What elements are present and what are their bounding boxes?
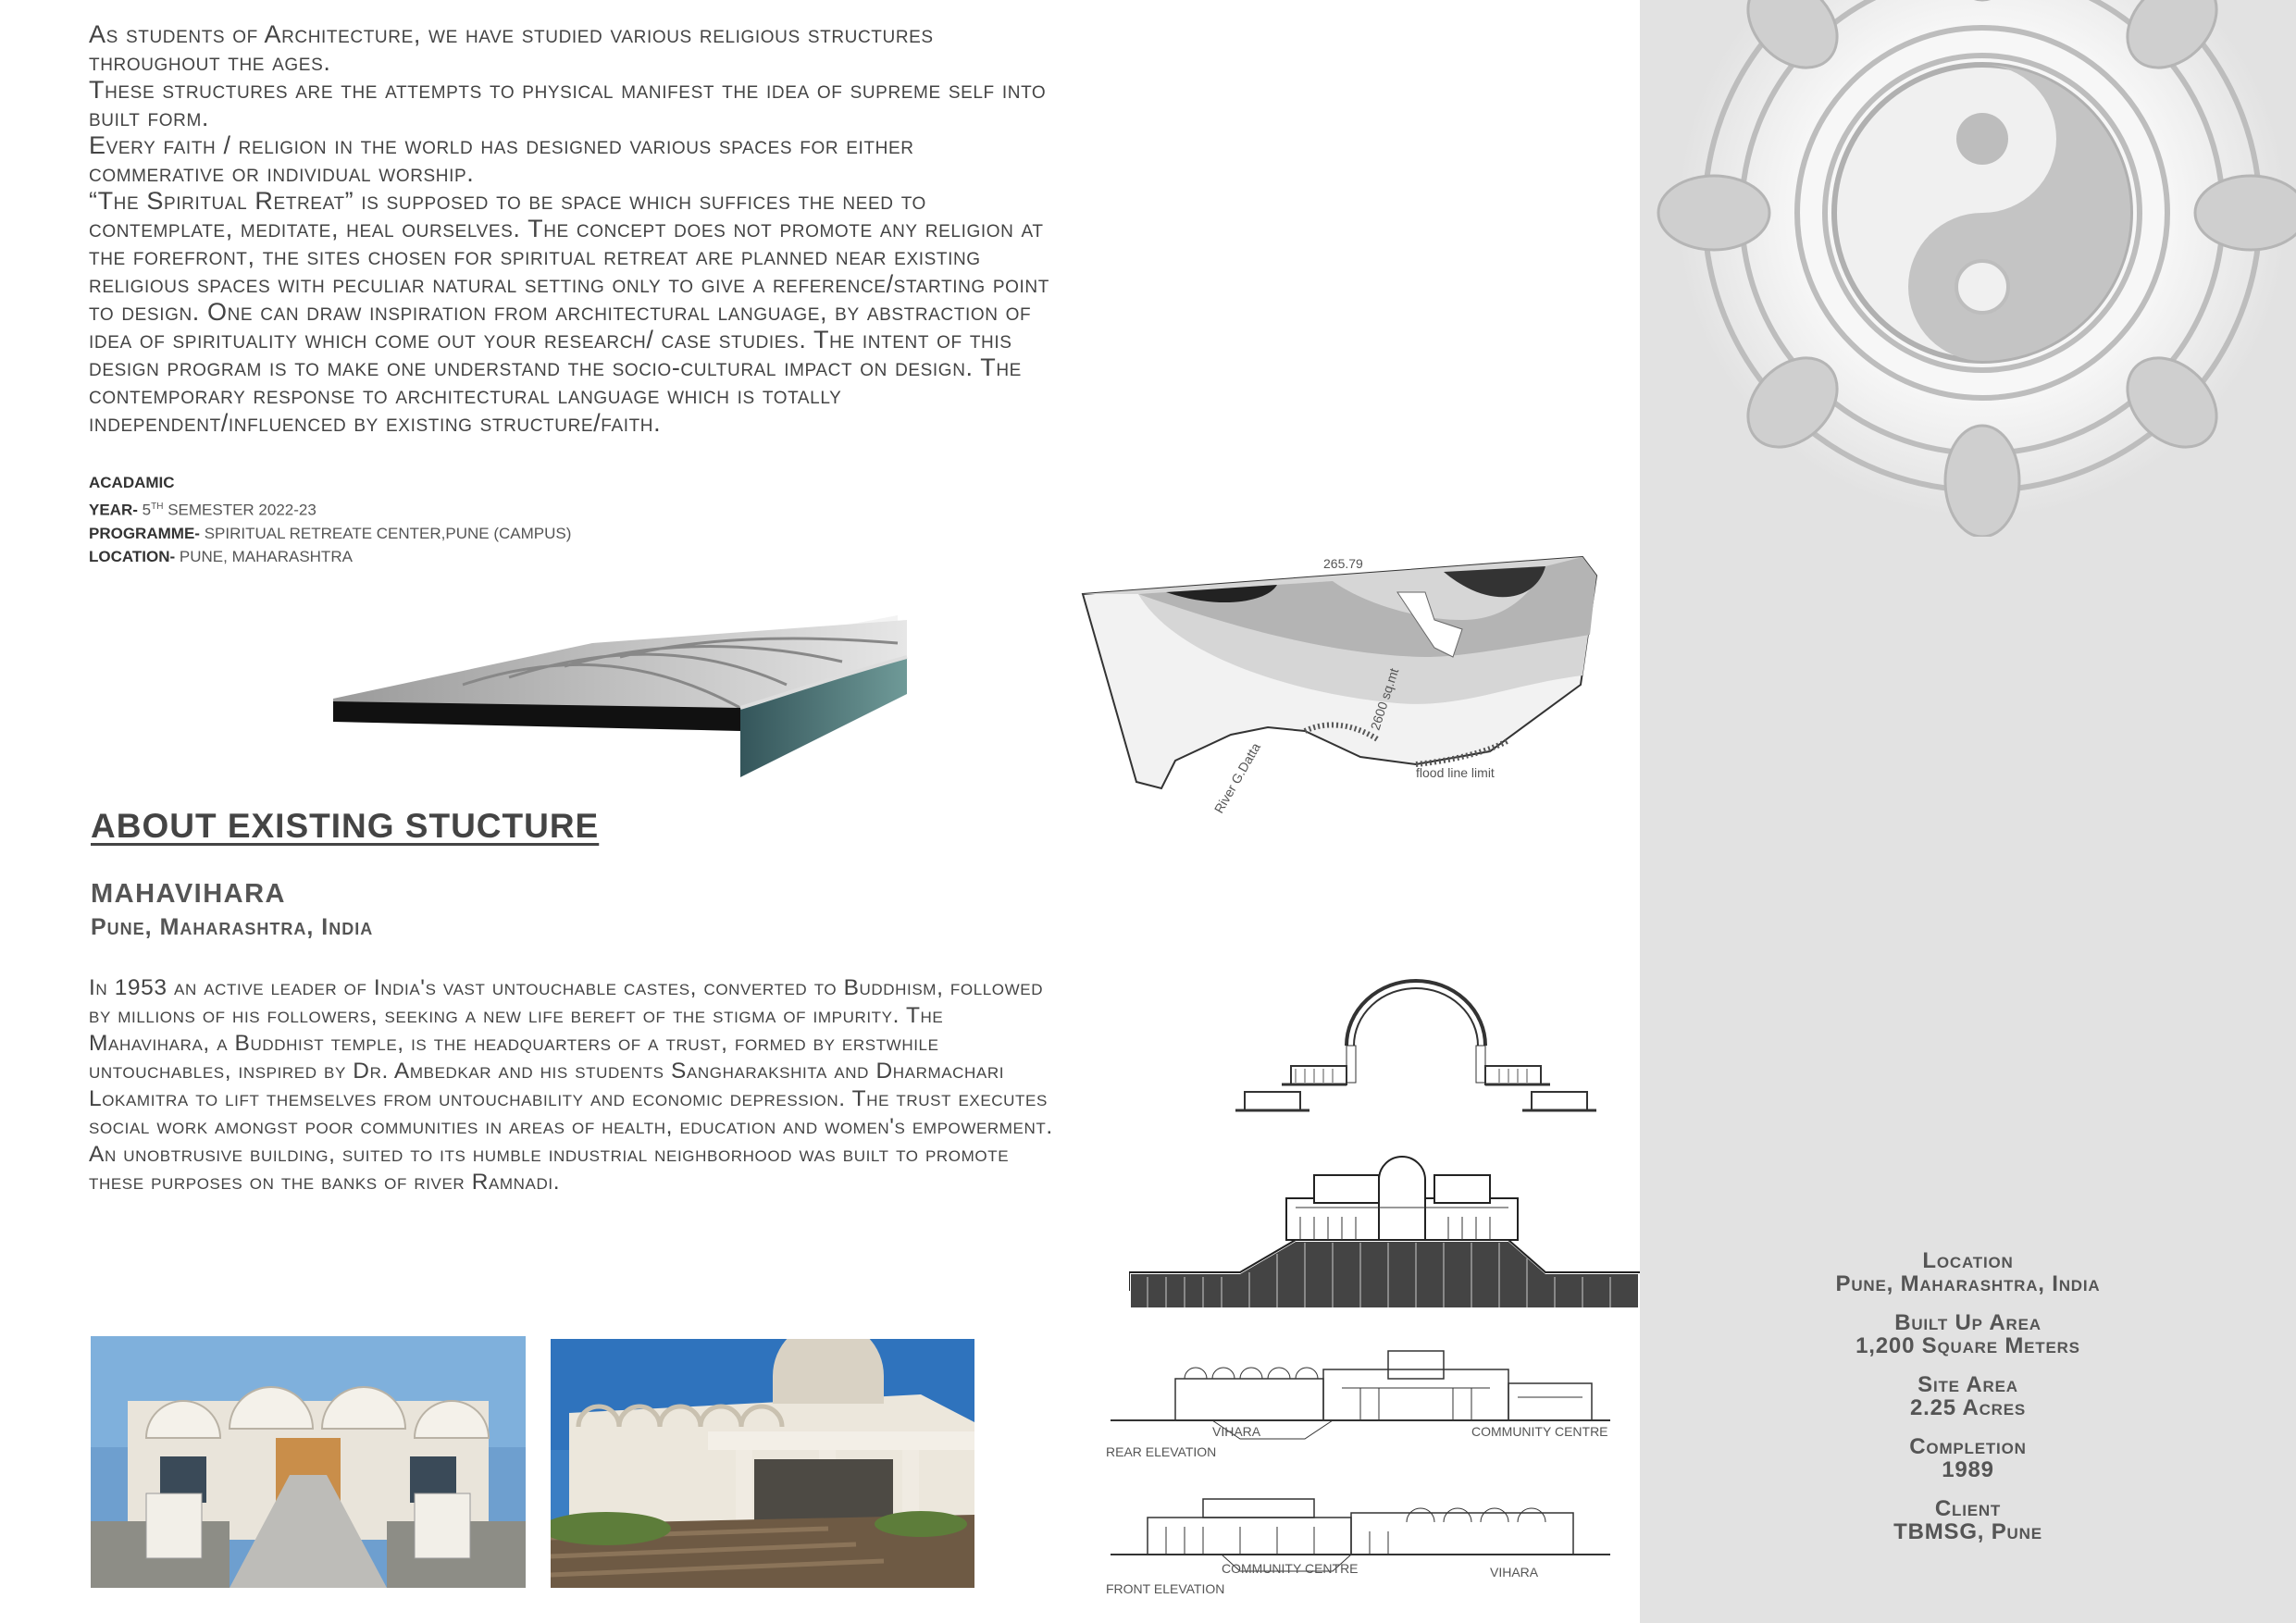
fact-client xyxy=(1640,1497,2296,1543)
fact-site-area xyxy=(1640,1373,2296,1419)
section-heading: ABOUT EXISTING STUCTURE xyxy=(91,807,600,845)
building-description: In 1953 an active leader of India's vast untouchable castes, converted to Buddhism, followed by millions of his followers, seeking a new life bereft of the stigma of impurity. The Mahavihara, a Buddhist temple, is the headquarters of a trust, formed by erstwhile untouchables, inspired by Dr. Ambedkar and his students Sangharakshita and Dharmachari Lokamitra to lift themselves from untouchability and economic depression. The trust executes social work amongst poor communities in areas of health, education and women's empowerment. An unobtrusive building, suited to its humble industrial neighborhood was built to promote these purposes on the banks of river Ramnadi. xyxy=(89,975,1053,1195)
site-top-dimension: 265.79 xyxy=(1323,556,1363,571)
mandala-yin-yang-icon xyxy=(1640,0,2296,537)
fact-value: 1,200 Square Meters xyxy=(1855,1333,2080,1358)
fact-completion xyxy=(1640,1435,2296,1481)
fact-value: 2.25 Acres xyxy=(1909,1395,2027,1420)
fact-location xyxy=(1640,1249,2296,1295)
rear-vihara-label: VIHARA xyxy=(1212,1424,1261,1439)
site-area-label: 2600 sq.mt xyxy=(1367,666,1402,732)
river-label: River G.Datta xyxy=(1210,740,1264,816)
front-elevation-title: FRONT ELEVATION xyxy=(1106,1581,1225,1596)
rear-elevation-title: REAR ELEVATION xyxy=(1106,1444,1217,1459)
intro-line-3: Every faith / religion in the world has designed various spaces for either commerative or individual worship. xyxy=(89,131,914,187)
front-elevation xyxy=(1101,1481,1620,1596)
programme-label: PROGRAMME- xyxy=(89,524,200,542)
academic-meta xyxy=(89,471,571,569)
fact-value: TBMSG, Pune xyxy=(1893,1519,2042,1544)
terrain-model xyxy=(305,592,916,796)
building-name: MAHAVIHARA xyxy=(91,879,287,909)
location-value: PUNE, MAHARASHTRA xyxy=(179,548,353,566)
front-community-label: COMMUNITY CENTRE xyxy=(1222,1561,1359,1576)
facts-list xyxy=(1640,1249,2296,1559)
fact-label: Location xyxy=(1922,1248,2014,1273)
photo-vihara xyxy=(551,1339,974,1588)
intro-text xyxy=(89,20,1051,437)
photo-entrance xyxy=(91,1336,526,1588)
meta-heading: ACADAMIC xyxy=(89,474,175,491)
site-plan xyxy=(1027,546,1620,833)
fact-label: Site Area xyxy=(1917,1372,2018,1397)
intro-line-1: As students of Architecture, we have studied various religious structures throughout the ages. xyxy=(89,20,934,76)
year-label: YEAR- xyxy=(89,501,138,519)
programme-value: SPIRITUAL RETREATE CENTER,PUNE (CAMPUS) xyxy=(204,524,572,542)
fact-built-up-area xyxy=(1640,1311,2296,1357)
year-sup: TH xyxy=(151,501,164,512)
flood-line-label: flood line limit xyxy=(1416,765,1495,780)
intro-line-4: “The Spiritual Retreat” is supposed to be space which suffices the need to contemplate, meditate, heal ourselves. The concept does not promote any religion at the forefront, the sites chosen for spiritual retreat are planned near existing religious spaces with peculiar natural setting only to give a reference/starting point to design. One can draw inspiration from architectural language, by abstraction of idea of spirituality which come out your research/ case studies. The intent of this design program is to make one understand the socio-cultural impact on design. The contemporary response to architectural language which is totally independent/influenced by existing structure/faith. xyxy=(89,187,1049,437)
section-drawing-dome xyxy=(1235,972,1596,1120)
rear-elevation xyxy=(1101,1332,1620,1462)
elevation-on-plinth xyxy=(1129,1143,1640,1309)
fact-value: 1989 xyxy=(1942,1457,1994,1482)
year-num: 5 xyxy=(142,501,152,519)
intro-line-2: These structures are the attempts to physical manifest the idea of supreme self into built form. xyxy=(89,76,1047,131)
fact-label: Built Up Area xyxy=(1894,1310,2042,1335)
front-vihara-label: VIHARA xyxy=(1490,1565,1539,1580)
year-value: SEMESTER 2022-23 xyxy=(168,501,316,519)
fact-label: Client xyxy=(1934,1496,2002,1521)
rear-community-label: COMMUNITY CENTRE xyxy=(1471,1424,1608,1439)
fact-label: Completion xyxy=(1909,1434,2027,1459)
location-label: LOCATION- xyxy=(89,548,176,566)
building-location: Pune, Maharashtra, India xyxy=(91,914,374,940)
fact-value: Pune, Maharashtra, India xyxy=(1835,1271,2101,1296)
